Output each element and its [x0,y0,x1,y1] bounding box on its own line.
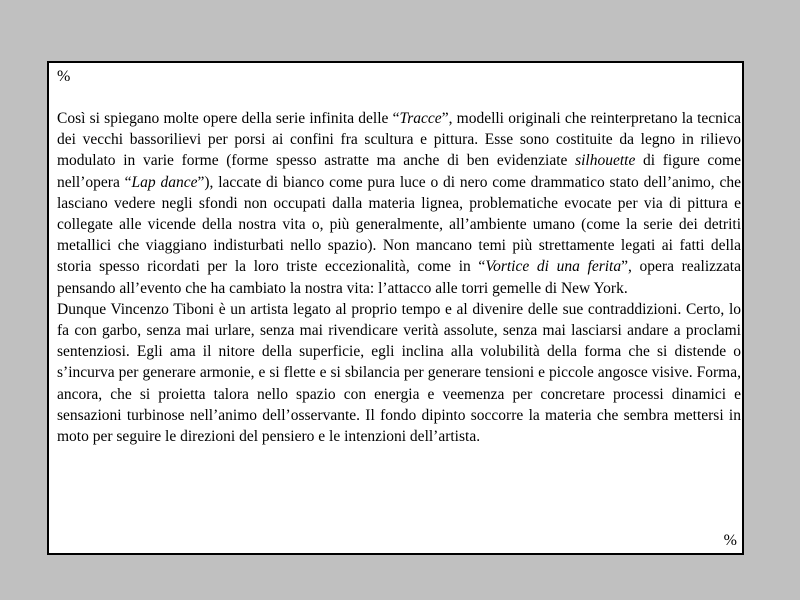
italic-title-run: Tracce [399,110,442,127]
text-run: ”), laccate di bianco come pura luce o di nero come drammatico stato dell’animo, che lasciano vedere negli sfondi non occupati dalla materia lignea, problematiche evocate per via di pittura e collegate alle vicende della nostra vita o, più generalmente, all’ambiente umano (come la serie dei detriti metallici che viaggiano indisturbati nello spazio). Non mancano temi più strettamente legati ai fatti della storia spesso ricordati per la loro triste eccezionalità, come in “ [57,173,741,276]
document-page [47,61,744,555]
page-marker-bottom: % [723,532,737,549]
body-text [57,108,741,447]
paragraph [57,108,741,299]
text-run: ”, modelli originali che reinterpretano la tecnica dei vecchi bassorilievi per porsi ai confini fra scultura e pittura. Esse sono costituite da legno in rilievo modulato in varie forme (forme spesso astratte ma anche di ben evidenziate [57,110,741,170]
paragraph [57,299,741,447]
italic-title-run: Vortice di una ferita [485,258,622,276]
text-run: ”, opera realizzata pensando all’evento che ha cambiato la nostra vita: l’attacco alle torri gemelle di New York. [57,258,741,297]
text-run: di figure come nell’opera “ [57,152,741,191]
text-run: Così si spiegano molte opere della serie infinita delle “ [57,110,400,127]
page-marker-top: % [57,68,71,85]
italic-title-run: Lap dance [131,173,198,191]
text-run: Dunque Vincenzo Tiboni è un artista legato al proprio tempo e al divenire delle sue contraddizioni. Certo, lo fa con garbo, senza mai urlare, senza mai rivendicare verità assolute, senza mai lasciarsi andare a proclami sentenziosi. Egli ama il nitore della superficie, egli inclina alla volubilità della forma che si distende o s’incurva per generare armonie, e si flette e si sbilancia per generare tensioni e piccole angosce visive. Forma, ancora, che si proietta talora nello spazio con energia e veemenza per concretare processi dinamici e sensazioni turbinose nell’animo dell’osservante. Il fondo dipinto soccorre la materia che sembra mettersi in moto per seguire le direzioni del pensiero e le intenzioni dell’artista. [57,300,741,446]
italic-title-run: silhouette [575,152,636,170]
